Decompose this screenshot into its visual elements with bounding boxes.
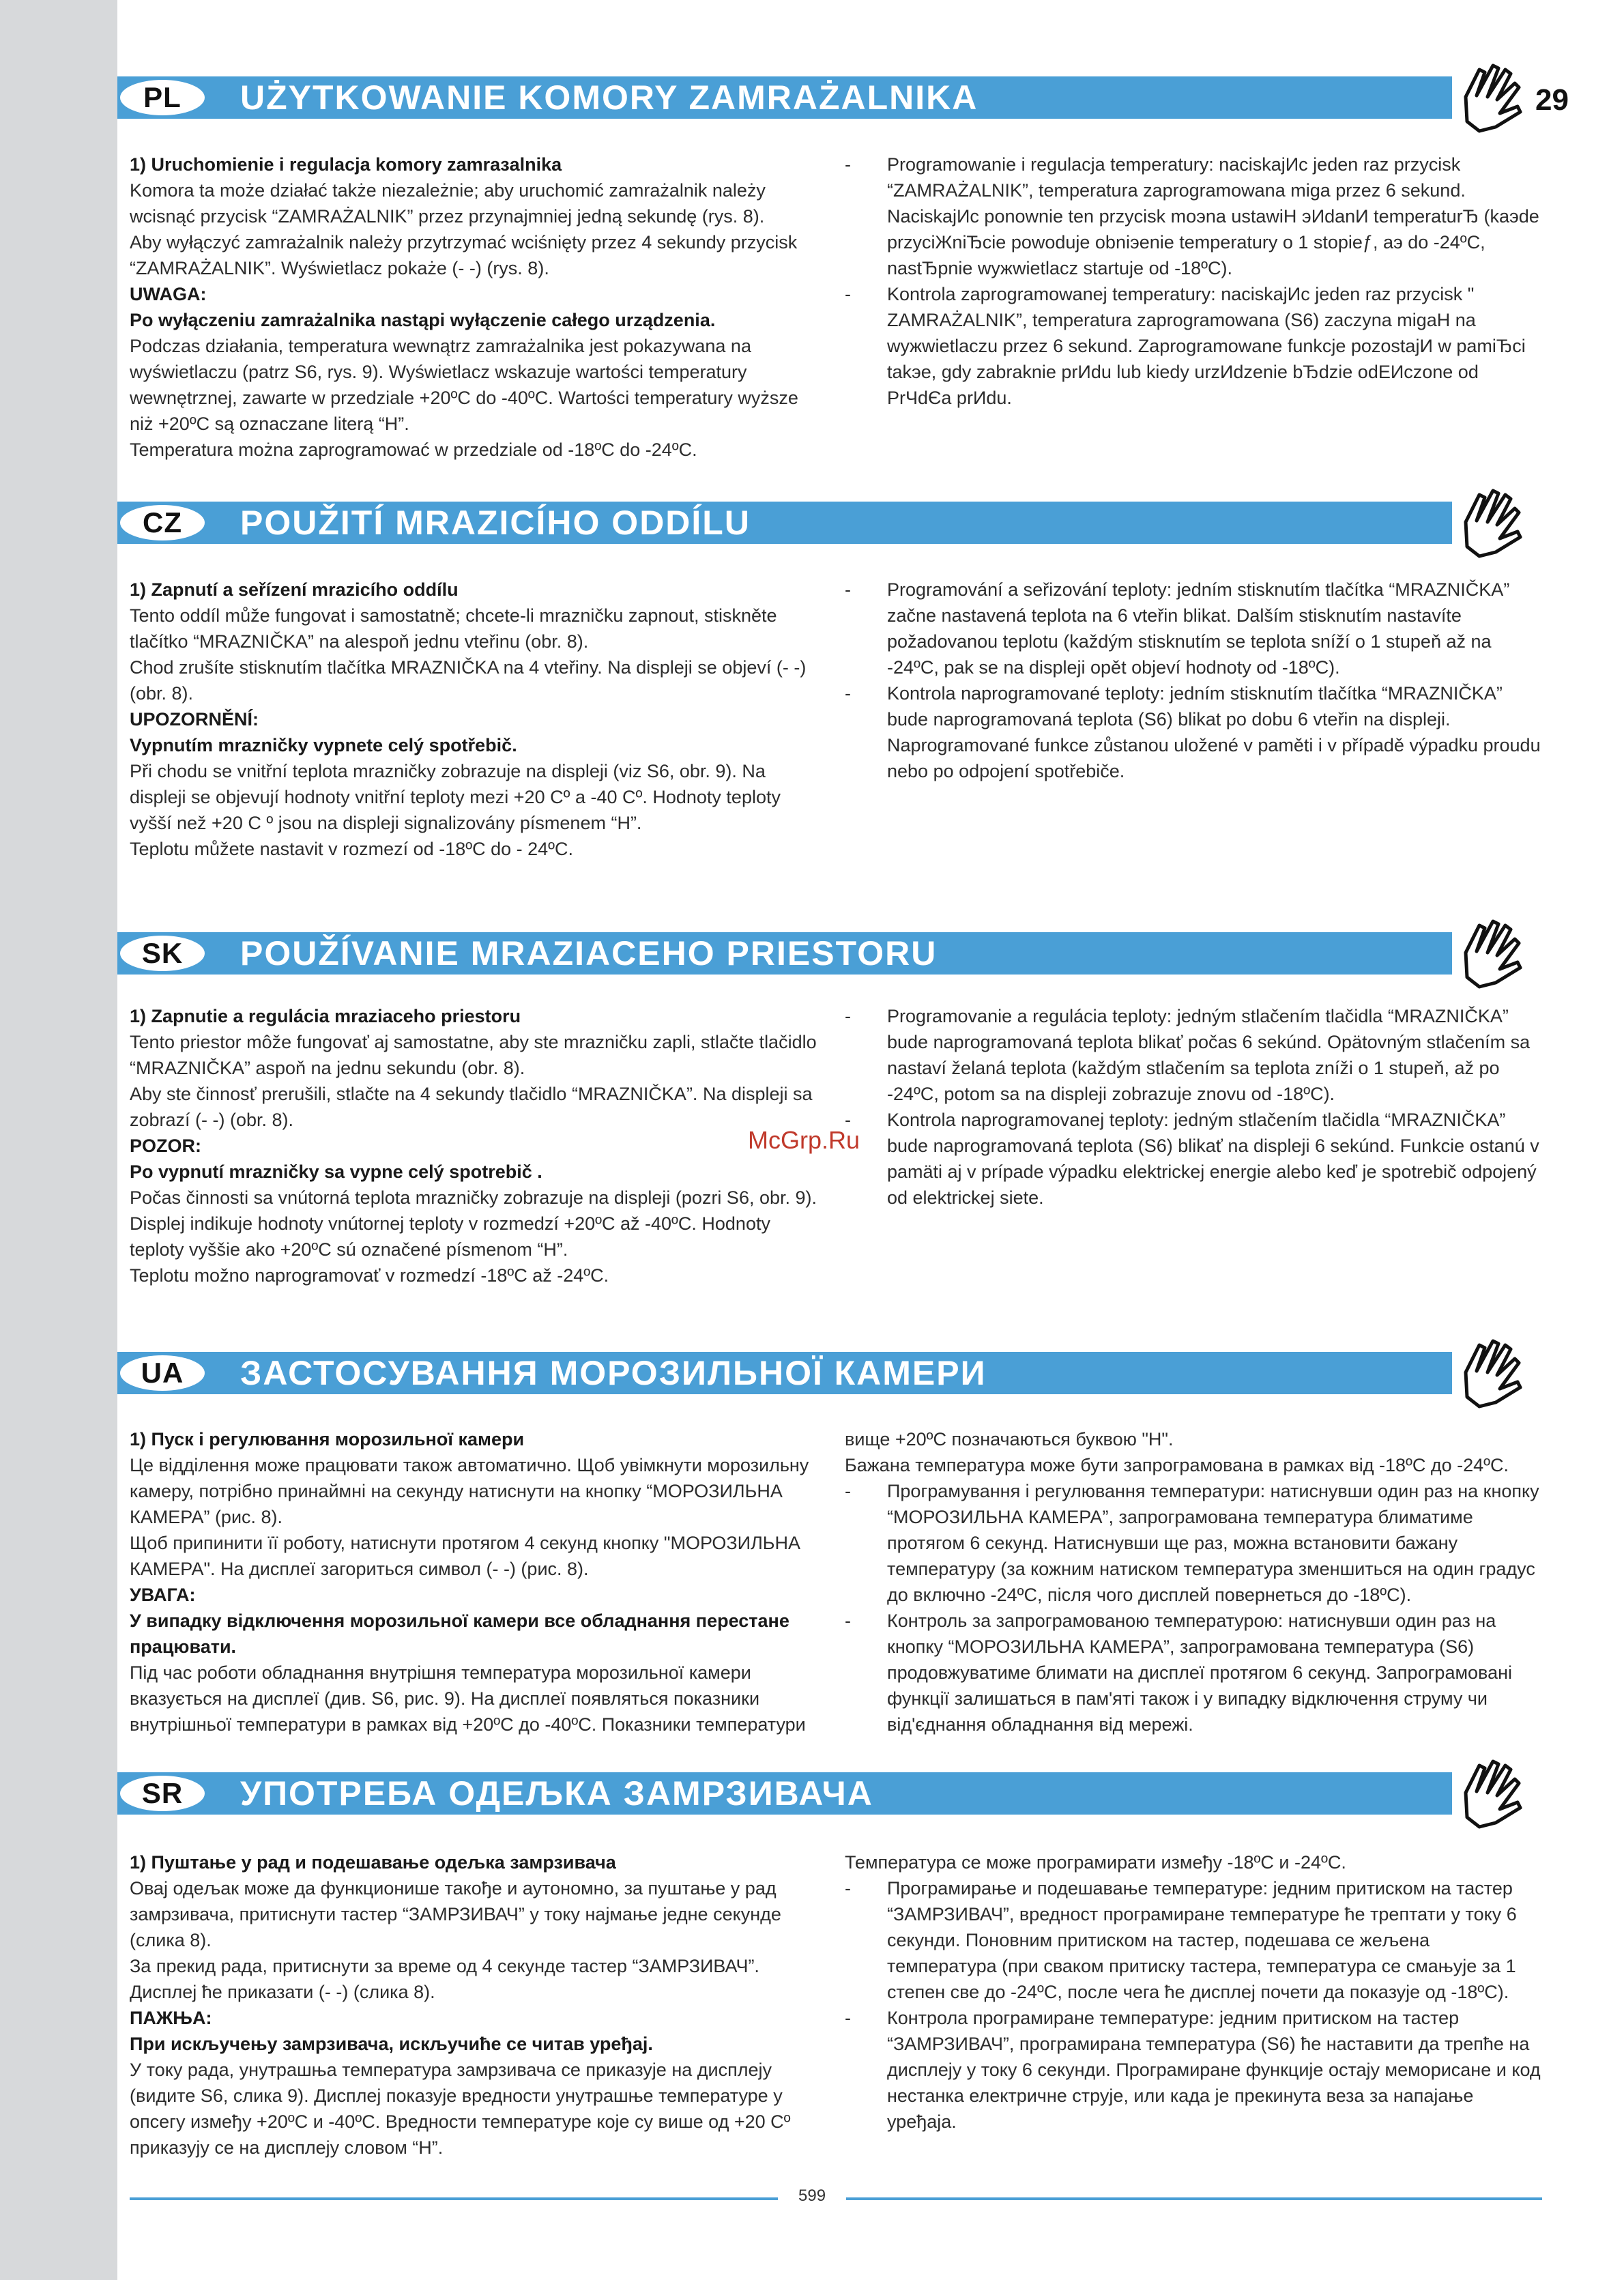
bullet-dash: -: [845, 683, 851, 704]
pl-left-column: [130, 151, 826, 463]
page-number-top: 29: [1535, 83, 1569, 117]
bullet-paragraph: [845, 1875, 1541, 2005]
paragraph: Komora ta może działać także niezależnie; aby uruchomić zamrażalnik należy wcisnąć przycisk “ZAMRAŻALNIK” przez przynajmniej jedną sekundę (rys. 8).: [130, 180, 766, 227]
paragraph: Při chodu se vnitřní teplota mrazničky zobrazuje na displeji (viz S6, obr. 9). Na displeji se objevují hodnoty vnitřní teploty mezi +20 Cº a -40 Cº. Hodnoty teploty vyšší než +20 C º jsou na displeji signalizovány písmenem “H”.: [130, 761, 781, 833]
ua-right-column: [845, 1426, 1541, 1737]
bullet-dash: -: [845, 2008, 851, 2028]
paragraph: Aby ste činnosť prerušili, stlačte na 4 sekundy tlačidlo “MRAZNIČKA”. Na displeji sa zobrazí (- -) (obr. 8).: [130, 1084, 813, 1130]
sr-left-column: [130, 1849, 826, 2161]
bold-paragraph: 1) Zapnutí a seřízení mrazicího oddílu: [130, 579, 459, 600]
bullet-text: Programovanie a regulácia teploty: jedným stlačením tlačidla “MRAZNIČKA” bude naprogramovaná teplota blikať počas 6 sekúnd. Opätovným stlačením sa nastaví želaná teplota (každým stlačením sa teplota zníži o 1 stupeň, až po -24ºC, potom sa na displeji zobrazuje znovu od -18ºC).: [887, 1006, 1531, 1104]
paragraph: Це відділення може працювати також автоматично. Щоб увімкнути морозильну камеру, потрібно принаймні на секунду натиснути на кнопку “МОРОЗИЛЬНА КАМЕРА” (рис. 8).: [130, 1455, 809, 1527]
bullet-text: Programowanie i regulacja temperatury: naciskajИc jeden raz przycisk “ZAMRAŻALNIK”, temperatura zaprogramowana miga przez 6 sekund. NaciskajИc ponownie ten przycisk moэna ustawiН эИdanИ temperaturЂ (kaэde przyciЖniЂcie powoduje obniэenie temperatury o 1 stopieƒ, aэ do -24ºC, nastЂpnie wyжwietlacz startuje od -18ºC).: [887, 154, 1539, 278]
bold-paragraph: ПАЖЊА:: [130, 2008, 212, 2028]
bullet-text: Контрола програмиране температуре: једним притиском на тастер “ЗАМРЗИВАЧ”, програмирана температура (S6) ће наставити да трепће на дисплеју у току 6 секунди. Програмиране функције остају меморисане и код нестанка електричне струје, или када је прекинута веза за напајање уређаја.: [887, 2008, 1541, 2132]
bullet-paragraph: [845, 1107, 1541, 1211]
page-number-bottom: 599: [798, 2187, 826, 2205]
language-badge: SK: [120, 936, 205, 971]
cz-left-column: [130, 577, 826, 862]
bullet-text: Kontrola naprogramovanej teploty: jedným stlačením tlačidla “MRAZNIČKA” bude naprogramovaná teplota (S6) blikať na displeji 6 sekúnd. Funkcie ostanú v pamäti aj v prípade výpadku elektrickej energie alebo keď je spotrebič odpojený od elektrickej siete.: [887, 1110, 1539, 1208]
bold-paragraph: 1) Uruchomienie i regulacja komory zamraзalnika: [130, 154, 562, 175]
bold-paragraph: При искључењу замрзивача, искључиће се читав уређај.: [130, 2034, 653, 2054]
bold-paragraph: 1) Пуштање у рад и подешавање одељка замрзивача: [130, 1852, 616, 1873]
sk-left-column: [130, 1003, 826, 1288]
bold-paragraph: У випадку відключення морозильної камери все обладнання перестане працювати.: [130, 1611, 789, 1657]
hand-icon: [1452, 481, 1534, 568]
left-margin-strip: [0, 0, 117, 2280]
paragraph: Aby wyłączyć zamrażalnik należy przytrzymać wciśnięty przez 4 sekundy przycisk “ZAMRAŻALNIK”. Wyświetlacz pokaże (- -) (rys. 8).: [130, 232, 798, 278]
sk-right-column: [845, 1003, 1541, 1211]
paragraph: Teplotu možno naprogramovať v rozmedzí -18ºC až -24ºC.: [130, 1265, 609, 1286]
section-title: POUŽITÍ MRAZICÍHO ODDÍLU: [240, 504, 751, 542]
section-title: УПОТРЕБА ОДЕЉКА ЗАМРЗИВАЧА: [240, 1774, 873, 1813]
section-band-sk: [117, 932, 1509, 975]
section-band-cz: [117, 502, 1509, 544]
bullet-paragraph: [845, 1003, 1541, 1107]
paragraph: вище +20ºC позначаються буквою "H".: [845, 1429, 1174, 1449]
bullet-text: Програмування і регулювання температури: натиснувши один раз на кнопку “МОРОЗИЛЬНА КАМЕРА”, запрограмована температура блиматиме протягом 6 секунд. Натиснувши ще раз, можна встановити бажану температуру (за кожним натиском температура зменшиться на один градус до включно -24ºC, після чого дисплей повернеться до -18ºC).: [887, 1481, 1539, 1605]
language-badge: SR: [120, 1776, 205, 1811]
bold-paragraph: POZOR:: [130, 1136, 201, 1156]
section-title: POUŽÍVANIE MRAZIACEHO PRIESTORU: [240, 934, 938, 972]
bullet-text: Програмирање и подешавање температуре: једним притиском на тастер “ЗАМРЗИВАЧ”, вредност програмиране температуре ће трептати у току 6 секунди. Поновним притиском на тастер, подешава се жељена температура (при сваком притиску тастера, температура се смањује за 1 степен све до -24ºC, после чега ће дисплеј почети да показује од -18ºC).: [887, 1878, 1517, 2002]
paragraph: Teplotu můžete nastavit v rozmezí od -18ºC do - 24ºC.: [130, 839, 574, 859]
paragraph: Бажана температура може бути запрограмована в рамках від -18ºC до -24ºC.: [845, 1455, 1509, 1475]
section-title: ЗАСТОСУВАННЯ МОРОЗИЛЬНОЇ КАМЕРИ: [240, 1354, 987, 1392]
bullet-dash: -: [845, 1878, 851, 1899]
language-badge: CZ: [120, 505, 205, 540]
bold-paragraph: 1) Пуск і регулювання морозильної камери: [130, 1429, 525, 1449]
bold-paragraph: Po wyłączeniu zamrażalnika nastąpi wyłączenie całego urządzenia.: [130, 310, 716, 330]
bullet-paragraph: [845, 1608, 1541, 1737]
section-band-ua: [117, 1352, 1509, 1394]
bold-paragraph: 1) Zapnutie a regulácia mraziaceho priestoru: [130, 1006, 521, 1026]
bullet-paragraph: [845, 2005, 1541, 2135]
hand-icon: [1452, 1752, 1534, 1839]
bullet-dash: -: [845, 1110, 851, 1130]
bullet-paragraph: [845, 1478, 1541, 1608]
language-badge: UA: [120, 1355, 205, 1391]
paragraph: Щоб припинити її роботу, натиснути протягом 4 секунд кнопку "МОРОЗИЛЬНА КАМЕРА". На дисплеї загориться символ (- -) (рис. 8).: [130, 1533, 801, 1579]
paragraph: Овај одељак може да функционише такође и аутономно, за пуштање у рад замрзивача, притиснути тастер “ЗАМРЗИВАЧ” у току најмање једне секунде (слика 8).: [130, 1878, 781, 1950]
bold-paragraph: Vypnutím mrazničky vypnete celý spotřebič.: [130, 735, 517, 755]
footer-rule-right: [846, 2197, 1542, 2200]
hand-icon: [1452, 56, 1534, 143]
paragraph: Podczas działania, temperatura wewnątrz zamrażalnika jest pokazywana na wyświetlaczu (patrz S6, rys. 9). Wyświetlacz wskazuje wartości temperatury wewnętrznej, zawarte w przedziale +20ºC do -40ºC. Wartości temperatury wyższe niż +20ºC są oznaczane literą “H”.: [130, 336, 798, 434]
bullet-paragraph: [845, 151, 1541, 281]
pl-right-column: [845, 151, 1541, 411]
section-band-pl: [117, 76, 1509, 119]
bullet-dash: -: [845, 1006, 851, 1026]
paragraph: Počas činnosti sa vnútorná teplota mrazničky zobrazuje na displeji (pozri S6, obr. 9). Displej indikuje hodnoty vnútornej teploty v rozmedzí +20ºC až -40ºC. Hodnoty teploty vyššie ako +20ºC sú označené písmenom “H”.: [130, 1187, 817, 1260]
bullet-dash: -: [845, 1611, 851, 1631]
bullet-dash: -: [845, 154, 851, 175]
sr-right-column: [845, 1849, 1541, 2135]
footer-rule-left: [130, 2197, 778, 2200]
bold-paragraph: УВАГА:: [130, 1585, 196, 1605]
bold-paragraph: UWAGA:: [130, 284, 207, 304]
paragraph: Tento priestor môže fungovať aj samostatne, aby ste mrazničku zapli, stlačte tlačidlo “MRAZNIČKA” aspoň na jednu sekundu (obr. 8).: [130, 1032, 817, 1078]
bullet-dash: -: [845, 579, 851, 600]
section-title: UŻYTKOWANIE KOMORY ZAMRAŻALNIKA: [240, 78, 978, 117]
paragraph: За прекид рада, притиснути за време од 4 секунде тастер “ЗАМРЗИВАЧ”. Дисплеј ће приказати (- -) (слика 8).: [130, 1956, 759, 2002]
bullet-paragraph: [845, 281, 1541, 411]
hand-icon: [1452, 912, 1534, 999]
bullet-paragraph: [845, 577, 1541, 680]
cz-right-column: [845, 577, 1541, 784]
bullet-text: Programování a seřizování teploty: jedním stisknutím tlačítka “MRAZNIČKA” začne nastavená teplota na 6 vteřin blikat. Dalším stisknutím nastavíte požadovanou teplotu (každým stisknutím se teplota sníží o 1 stupeň až na -24ºC, pak se na displeji opět objeví hodnoty od -18ºC).: [887, 579, 1510, 678]
paragraph: Температура се може програмирати између -18ºC и -24ºC.: [845, 1852, 1346, 1873]
section-band-sr: [117, 1772, 1509, 1815]
watermark-text: McGrp.Ru: [748, 1126, 860, 1154]
bullet-dash: -: [845, 1481, 851, 1501]
bullet-text: Kontrola zaprogramowanej temperatury: naciskajИc jeden raz przycisk " ZAMRAŻALNIK”, temperatura zaprogramowana (S6) zaczyna migaН na wyжwietlaczu przez 6 sekund. Zaprogramowane funkcje pozostajИ w pamiЂci takэe, gdy zabraknie prИdu lub kiedy urzИdzenie bЂdzie odЕИczone od PrЧdЄa prИdu.: [887, 284, 1526, 408]
bullet-text: Kontrola naprogramované teploty: jedním stisknutím tlačítka “MRAZNIČKA” bude naprogramovaná teplota (S6) blikat po dobu 6 vteřin na displeji. Naprogramované funkce zůstanou uložené v paměti i v případě výpadku proudu nebo po odpojení spotřebiče.: [887, 683, 1541, 781]
paragraph: Tento oddíl může fungovat i samostatně; chcete-li mrazničku zapnout, stiskněte tlačítko “MRAZNIČKA” na alespoň jednu vteřinu (obr. 8).: [130, 605, 777, 652]
paragraph: Chod zrušíte stisknutím tlačítka MRAZNIČKA na 4 vteřiny. Na displeji se objeví (- -) (obr. 8).: [130, 657, 807, 704]
bullet-dash: -: [845, 284, 851, 304]
paragraph: У току рада, унутрашња температура замрзивача се приказује на дисплеју (видите S6, слика 9). Дисплеј показује вредности унутрашње температуре у опсегу између +20ºC и -40ºC. Вредности температуре које су више од +20 Cº приказују се на дисплеју словом “H”.: [130, 2060, 791, 2158]
paragraph: Під час роботи обладнання внутрішня температура морозильної камери вказується на дисплеї (див. S6, рис. 9). На дисплеї появляться показники внутрішньої температури в рамках від +20ºC до -40ºC. Показники температури: [130, 1662, 806, 1735]
ua-left-column: [130, 1426, 826, 1737]
paragraph: Temperatura można zaprogramować w przedziale od -18ºC do -24ºC.: [130, 439, 697, 460]
bullet-text: Контроль за запрограмованою температурою: натиснувши один раз на кнопку “МОРОЗИЛЬНА КАМЕРА”, запрограмована температура (S6) продовжуватиме блимати на дисплеї протягом 6 секунд. Запрограмовані функції залишаться в пам'яті також і у випадку відключення струму чи від'єднання обладнання від мережі.: [887, 1611, 1513, 1735]
bold-paragraph: UPOZORNĚNÍ:: [130, 709, 259, 730]
language-badge: PL: [120, 80, 205, 115]
bullet-paragraph: [845, 680, 1541, 784]
bold-paragraph: Po vypnutí mrazničky sa vypne celý spotrebič .: [130, 1161, 542, 1182]
hand-icon: [1452, 1331, 1534, 1419]
